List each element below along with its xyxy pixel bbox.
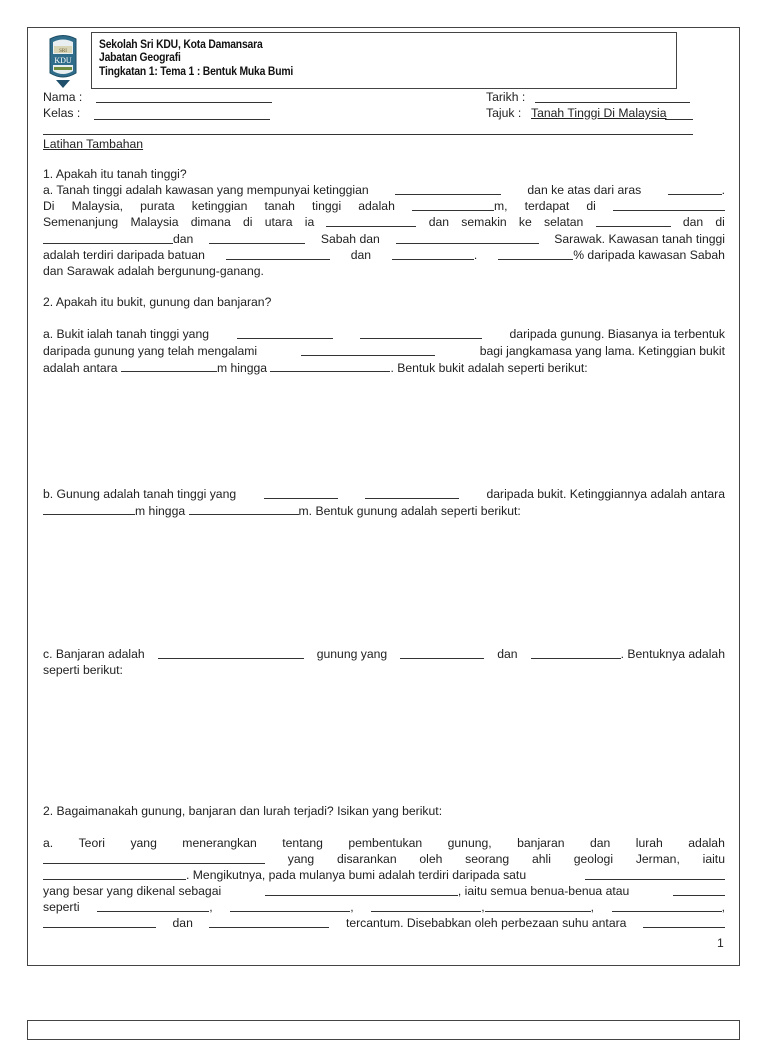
department-name: Jabatan Geografi — [99, 52, 181, 64]
blank[interactable] — [264, 487, 338, 499]
blank[interactable] — [643, 916, 725, 928]
blank[interactable] — [270, 360, 390, 372]
blank[interactable] — [498, 248, 573, 260]
q3a-line-1: a. Teori yang menerangkan tentang pembentukan gunung, banjaran dan lurah adalah — [43, 836, 725, 850]
svg-text:KDU: KDU — [54, 56, 72, 65]
q3a-line-2: yang disarankan oleh seorang ahli geologi Jerman, iaitu — [43, 852, 725, 866]
nama-input[interactable] — [96, 102, 272, 103]
q1-line-5: adalah terdiri daripada batuan dan . % daripada kawasan Sabah — [43, 248, 725, 262]
blank[interactable] — [326, 215, 416, 227]
blank[interactable] — [97, 900, 209, 912]
blank[interactable] — [43, 503, 135, 515]
blank[interactable] — [395, 183, 501, 195]
blank[interactable] — [301, 344, 435, 356]
blank[interactable] — [400, 647, 484, 659]
blank[interactable] — [230, 900, 350, 912]
blank[interactable] — [226, 248, 330, 260]
q2b-line-1: b. Gunung adalah tanah tinggi yang daripada bukit. Ketinggiannya adalah antara — [43, 487, 725, 501]
q3a-line-3: . Mengikutnya, pada mulanya bumi adalah terdiri daripada satu — [43, 868, 725, 882]
blank[interactable] — [189, 503, 299, 515]
q2b-line-2: m hingga m. Bentuk gunung adalah seperti berikut: — [43, 503, 521, 518]
blank[interactable] — [43, 868, 186, 880]
divider-line — [43, 134, 693, 135]
blank[interactable] — [43, 852, 265, 864]
blank[interactable] — [371, 900, 481, 912]
q2a-line-1: a. Bukit ialah tanah tinggi yang daripada gunung. Biasanya ia terbentuk — [43, 327, 725, 341]
q3a-line-6: dan tercantum. Disebabkan oleh perbezaan suhu antara — [43, 916, 725, 930]
blank[interactable] — [365, 487, 459, 499]
blank[interactable] — [585, 868, 725, 880]
blank[interactable] — [412, 199, 494, 211]
section-title: Latihan Tambahan — [43, 137, 144, 151]
school-name: Sekolah Sri KDU, Kota Damansara — [99, 39, 263, 51]
blank[interactable] — [613, 199, 725, 211]
blank[interactable] — [612, 900, 722, 912]
kelas-label: Kelas : — [43, 106, 81, 120]
blank[interactable] — [360, 327, 482, 339]
q1-title: 1. Apakah itu tanah tinggi? — [43, 167, 187, 181]
blank[interactable] — [121, 360, 217, 372]
q1-line-6: dan Sarawak adalah bergunung-ganang. — [43, 264, 264, 278]
blank[interactable] — [396, 232, 539, 244]
q2c-line-2: seperti berikut: — [43, 663, 123, 677]
q1-line-1: a. Tanah tinggi adalah kawasan yang mempunyai ketinggian dan ke atas dari aras . — [43, 183, 725, 197]
q3a-line-5: seperti , , , , , — [43, 900, 725, 914]
blank[interactable] — [209, 232, 305, 244]
topic-title: Tingkatan 1: Tema 1 : Bentuk Muka Bumi — [99, 66, 294, 78]
blank[interactable] — [43, 232, 173, 244]
tajuk-label: Tajuk : — [486, 106, 522, 120]
blank[interactable] — [265, 884, 458, 896]
q2a-line-3: adalah antara m hingga . Bentuk bukit adalah seperti berikut: — [43, 361, 588, 375]
kelas-input[interactable] — [94, 119, 270, 120]
q1-line-2: Di Malaysia, purata ketinggian tanah tinggi adalah m, terdapat di — [43, 199, 725, 213]
q1-line-4: dan Sabah dan Sarawak. Kawasan tanah tinggi — [43, 232, 725, 246]
blank[interactable] — [668, 183, 722, 195]
tajuk-value: Tanah Tinggi Di Malaysia — [531, 106, 667, 120]
q1-line-3: Semenanjung Malaysia dimana di utara ia dan semakin ke selatan dan di — [43, 215, 725, 229]
blank[interactable] — [158, 647, 304, 659]
page-number: 1 — [717, 936, 724, 950]
blank[interactable] — [392, 248, 474, 260]
blank[interactable] — [485, 900, 591, 912]
tarikh-label: Tarikh : — [486, 90, 526, 104]
svg-text:SRI: SRI — [59, 49, 67, 54]
blank[interactable] — [531, 647, 621, 659]
q3-title: 2. Bagaimanakah gunung, banjaran dan lurah terjadi? Isikan yang berikut: — [43, 804, 443, 818]
tarikh-input[interactable] — [535, 102, 690, 103]
blank[interactable] — [237, 327, 333, 339]
blank[interactable] — [596, 215, 671, 227]
q3a-line-4: yang besar yang dikenal sebagai , iaitu semua benua-benua atau — [43, 884, 725, 898]
nama-label: Nama : — [43, 90, 83, 104]
q2-title: 2. Apakah itu bukit, gunung dan banjaran? — [43, 295, 272, 309]
blank[interactable] — [43, 916, 156, 928]
blank[interactable] — [673, 884, 725, 896]
next-page — [27, 1020, 740, 1040]
school-crest-icon — [47, 33, 79, 91]
tajuk-underline-tail — [665, 119, 693, 120]
q2c-line-1: c. Banjaran adalah gunung yang dan . Bentuknya adalah — [43, 647, 725, 661]
q2a-line-2: daripada gunung yang telah mengalami bagi jangkamasa yang lama. Ketinggian bukit — [43, 344, 725, 358]
blank[interactable] — [209, 916, 329, 928]
